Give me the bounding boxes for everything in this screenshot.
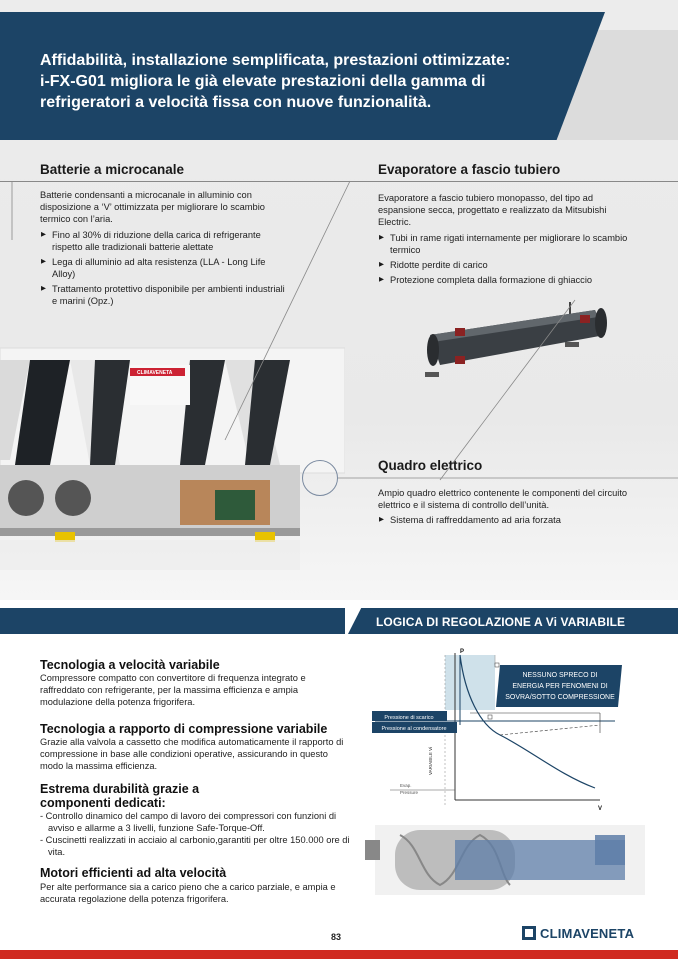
- list-item: - Cuscinetti realizzati in acciaio al carbonio,garantiti per oltre 150.000 ore di vita.: [40, 835, 350, 857]
- evaporatore-text: Evaporatore a fascio tubiero monopasso, del tipo ad espansione secca, progettato e realizzato da Mitsubishi Electric.: [378, 193, 607, 227]
- feature-2-title: Tecnologia a rapporto di compressione variabile: [40, 722, 328, 736]
- quadro-bullets: [378, 514, 638, 529]
- evaporatore-title: Evaporatore a fascio tubiero: [378, 162, 561, 177]
- climaveneta-logo-icon: [522, 926, 536, 940]
- evap-label-2: Pressure: [400, 790, 419, 795]
- feature-2-text: Grazie alla valvola a cassetto che modifica automaticamente il rapporto di compressione in base alle condizioni operative, assicurando in questo modo la massima efficienza.: [40, 737, 344, 771]
- screw-rotor-image: [365, 825, 645, 895]
- callout-line-3: SOVRA/SOTTO COMPRESSIONE: [505, 694, 615, 701]
- feature-3-title: [40, 782, 199, 810]
- section-band-left: [0, 608, 345, 634]
- header-title-line-3: refrigeratori a velocità fissa con nuove funzionalità.: [40, 94, 432, 111]
- pv-diagram: [360, 645, 660, 915]
- feature-1-title: Tecnologia a velocità variabile: [40, 658, 220, 672]
- list-item: ▶ Sistema di raffreddamento ad aria forzata: [378, 514, 638, 526]
- list-item: ▶ Trattamento protettivo disponibile per ambienti industriali e marini (Opz.): [40, 283, 290, 307]
- feature-3-list: [40, 810, 350, 858]
- connector-lines: [0, 170, 678, 530]
- pressione-scarico-label: Pressione di scarico: [384, 715, 434, 721]
- feature-4-text: Per alte performance sia a carico pieno che a carico parziale, e ampia e accurata regolazione della potenza frigorifera.: [40, 882, 336, 904]
- list-item: ▶ Tubi in rame rigati internamente per migliorare lo scambio termico: [378, 232, 628, 256]
- pressione-condensatore-label: Pressione al condensatore: [381, 726, 447, 732]
- header-title-line-1: Affidabilità, installazione semplificata, prestazioni ottimizzate:: [40, 52, 511, 69]
- batterie-title: Batterie a microcanale: [40, 162, 185, 177]
- axis-p-label: P: [460, 649, 465, 655]
- feature-4-title: Motori efficienti ad alta velocità: [40, 866, 227, 880]
- svg-text:CLIMAVENETA: CLIMAVENETA: [137, 370, 173, 376]
- callout-line-1: NESSUNO SPRECO DI: [522, 672, 598, 679]
- footer-red-bar: [0, 950, 678, 959]
- page-number: 83: [331, 932, 342, 942]
- batterie-text: Batterie condensanti a microcanale in alluminio con disposizione a ‘V’ ottimizzata per migliorare lo scambio termico con l’aria.: [40, 190, 265, 224]
- section-band-title: LOGICA DI REGOLAZIONE A Vi VARIABILE: [376, 615, 626, 629]
- evap-label-1: Evap.: [400, 783, 412, 788]
- list-item: ▶ Fino al 30% di riduzione della carica di refrigerante rispetto alle tradizionali batterie alettate: [40, 229, 290, 253]
- footer-logo: CLIMAVENETA: [540, 926, 635, 941]
- quadro-text: Ampio quadro elettrico contenente le componenti del circuito elettrico e il sistema di controllo dell’unità.: [378, 488, 628, 510]
- list-item: ▶ Ridotte perdite di carico: [378, 259, 628, 271]
- callout-line-2: ENERGIA PER FENOMENI DI: [512, 683, 608, 690]
- feature-1-text: Compressore compatto con convertitore di frequenza integrato e raffreddato con refrigerante, per la massima efficienza e ampia modulazione della potenza frigorifera.: [40, 673, 306, 707]
- header-title: [40, 50, 580, 113]
- list-item: - Controllo dinamico del campo di lavoro dei compressori con funzioni di avviso e allarme a 3 livelli, funzione Safe-Torque-Off.: [40, 811, 337, 833]
- axis-v-label: V: [598, 806, 603, 812]
- list-item: ▶ Lega di alluminio ad alta resistenza (LLA - Long Life Alloy): [40, 256, 290, 280]
- feature-3-title-line-1: Estrema durabilità grazie a: [40, 782, 200, 796]
- highlight-circle: [302, 460, 338, 496]
- header-title-line-2: i-FX-G01 migliora le già elevate prestazioni della gamma di: [40, 73, 486, 90]
- feature-3-title-line-2: componenti dedicati:: [40, 796, 166, 810]
- variabile-vi-label: VARIABILE Vi: [428, 746, 433, 775]
- equals-label: =: [410, 720, 414, 725]
- quadro-title: Quadro elettrico: [378, 458, 483, 473]
- list-item: ▶ Protezione completa dalla formazione di ghiaccio: [378, 274, 628, 286]
